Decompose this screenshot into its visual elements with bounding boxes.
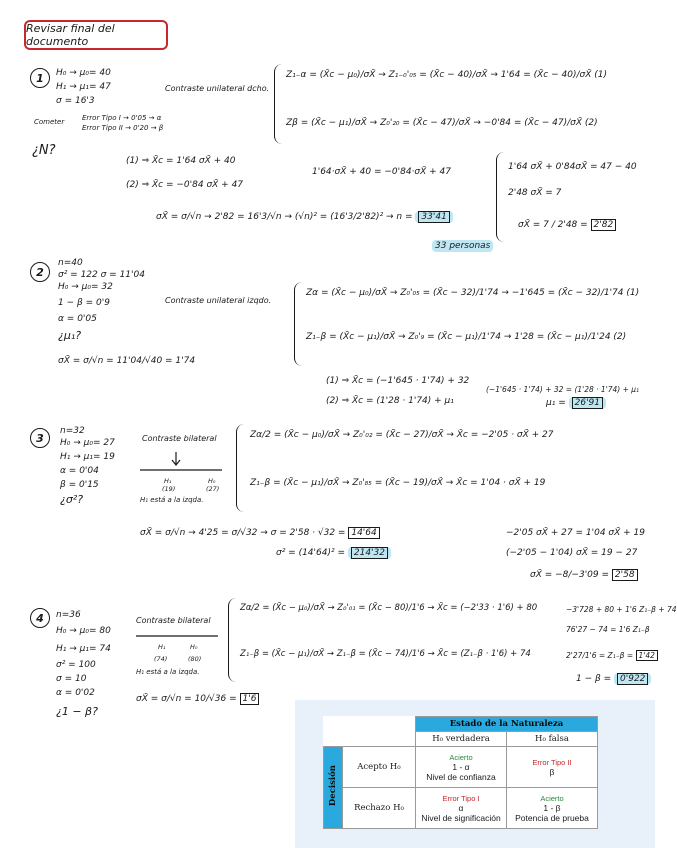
cell-tag-acierto-2: Acierto — [540, 793, 564, 803]
p2-given-h0: H₀ → μ₀= 32 — [58, 282, 113, 292]
cell-value-1-alpha: 1 - α — [452, 761, 470, 772]
problem-1-number: 1 — [30, 68, 50, 88]
problem-2-number: 2 — [30, 262, 50, 282]
p1-n-result: 33'41 — [418, 211, 449, 223]
p1-personas: 33 personas — [432, 240, 493, 252]
p3-var-result: 214'32 — [351, 547, 388, 559]
p3-step-5 — [276, 548, 391, 558]
p1-steps-brace — [496, 152, 505, 242]
table-side-decision-label: Decisión — [328, 765, 338, 807]
table-cell-accept-true — [416, 747, 507, 788]
p3-axis-h0: H₀ — [208, 477, 216, 485]
cell-desc-confidence: Nivel de confianza — [426, 771, 496, 782]
p4-contraste-type: Contraste bilateral — [136, 616, 211, 625]
table-corner-blank-2 — [324, 732, 416, 747]
table-side-decision — [324, 747, 343, 829]
p1-cometer-label: Cometer — [34, 118, 65, 126]
p1-step-5: 2'48 σX̄ = 7 — [508, 188, 562, 198]
p4-step-3 — [566, 652, 658, 661]
cell-tag-error-2: Error Tipo II — [532, 757, 572, 767]
p2-equation-2: Z₁₋β = (X̄c − μ₁)/σX̄ → Z₀'₉ = (X̄c − μ₁)/1'74 → 1'28 = (X̄c − μ₁)/1'24 (2) — [306, 332, 627, 342]
table-cell-reject-false — [507, 788, 598, 829]
p4-given-sigma: σ = 10 — [56, 674, 87, 684]
p2-brace — [294, 282, 303, 366]
p3-given-h1: H₁ → μ₁= 19 — [60, 452, 115, 462]
p2-given-alpha: α = 0'05 — [58, 314, 97, 324]
p3-given-h0: H₀ → μ₀= 27 — [60, 438, 115, 448]
p3-brace — [236, 424, 245, 512]
p4-given-variance: σ² = 100 — [56, 660, 96, 670]
p3-question: ¿σ²? — [60, 493, 84, 506]
table-corner-blank — [324, 717, 416, 732]
decision-table — [323, 716, 598, 829]
p4-given-h0: H₀ → μ₀= 80 — [56, 626, 111, 636]
p4-given-alpha: α = 0'02 — [56, 688, 95, 698]
p3-sigma-result: 14'64 — [348, 527, 379, 539]
p2-sigma-xbar: σX̄ = σ/√n = 11'04/√40 = 1'74 — [58, 356, 196, 366]
p4-step-4-text: 1 − β = — [576, 674, 612, 684]
p2-step-4-text: μ₁ = — [546, 398, 566, 408]
p1-n-highlight — [415, 211, 452, 223]
p2-given-variance: σ² = 122 σ = 11'04 — [58, 270, 145, 280]
table-header-nature: Estado de la Naturaleza — [416, 717, 598, 732]
p3-var-highlight — [348, 547, 391, 559]
p1-step-6-text: σX̄ = 7 / 2'48 = — [518, 220, 588, 230]
p4-axis-h0: H₀ — [190, 643, 198, 651]
p4-axis-diagram — [132, 630, 222, 644]
p2-question: ¿μ₁? — [58, 329, 82, 342]
p1-given-h0: H₀ → μ₀= 40 — [56, 68, 111, 78]
p3-equation-1: Zα/2 = (X̄c − μ₀)/σX̄ → Z₀'₀₂ = (X̄c − 27)/σX̄ → X̄c = −2'05 · σX̄ + 27 — [250, 430, 554, 440]
p1-equation-2: Zβ = (X̄c − μ₁)/σX̄ → Z₀'₂₀ = (X̄c − 47)/σX̄ → −0'84 = (X̄c − 47)/σX̄ (2) — [286, 118, 598, 128]
table-row-reject: Rechazo H₀ — [343, 788, 416, 829]
p2-step-3: (−1'645 · 1'74) + 32 = (1'28 · 1'74) + μ₁ — [486, 385, 640, 394]
p1-step-6 — [518, 220, 616, 230]
table-cell-accept-false — [507, 747, 598, 788]
p4-brace — [228, 598, 237, 682]
p4-step-4 — [576, 674, 651, 684]
cell-value-beta: β — [549, 766, 555, 777]
p3-h1-note: H₁ está a la izqda. — [140, 496, 204, 504]
p1-step-7 — [156, 212, 453, 222]
p3-step-3-text: σX̄ = −8/−3'09 = — [530, 570, 610, 580]
p2-contraste-type: Contraste unilateral izqdo. — [165, 296, 272, 305]
p2-step-2: (2) ⇒ X̄c = (1'28 · 1'74) + μ₁ — [326, 396, 454, 406]
p1-step-4: 1'64 σX̄ + 0'84σX̄ = 47 − 40 — [508, 162, 637, 172]
p1-question: ¿N? — [32, 143, 56, 158]
p2-mu-highlight — [569, 397, 606, 409]
decision-table-panel — [295, 700, 655, 848]
p3-sx-result: 2'58 — [612, 569, 638, 581]
cell-desc-power: Potencia de prueba — [515, 812, 589, 823]
p1-equation-1: Z₁₋α = (X̄c − μ₀)/σX̄ → Z₁₋₀'₀₅ = (X̄c − 40)/σX̄ → 1'64 = (X̄c − 40)/σX̄ (1) — [286, 70, 607, 80]
p1-contraste-type: Contraste unilateral dcho. — [165, 84, 270, 93]
p2-equation-1: Zα = (X̄c − μ₀)/σX̄ → Z₀'₀₅ = (X̄c − 32)/1'74 → −1'645 = (X̄c − 32)/1'74 (1) — [306, 288, 640, 298]
p1-error-type-2: Error Tipo II → 0'20 → β — [82, 124, 164, 132]
p4-axis-h1: H₁ — [158, 643, 166, 651]
p1-step-2: (2) ⇒ X̄c = −0'84 σX̄ + 47 — [126, 180, 244, 190]
p4-power-highlight — [614, 673, 651, 685]
p2-step-1: (1) ⇒ X̄c = (−1'645 · 1'74) + 32 — [326, 376, 470, 386]
p3-step-2: (−2'05 − 1'04) σX̄ = 19 − 27 — [506, 548, 638, 558]
p3-step-4 — [140, 528, 380, 538]
p4-step-2: 76'27 − 74 = 1'6 Z₁₋β — [566, 625, 650, 634]
table-cell-reject-true — [416, 788, 507, 829]
p3-contraste-type: Contraste bilateral — [142, 434, 217, 443]
cell-tag-acierto-1: Acierto — [449, 752, 473, 762]
cell-value-alpha: α — [458, 802, 464, 813]
cell-value-1-beta: 1 - β — [543, 802, 561, 813]
p3-given-alpha: α = 0'04 — [60, 466, 99, 476]
cell-desc-significance: Nivel de significación — [421, 812, 501, 823]
p3-step-1: −2'05 σX̄ + 27 = 1'04 σX̄ + 19 — [506, 528, 645, 538]
p2-given-n: n=40 — [58, 258, 83, 268]
p3-axis-diagram — [136, 450, 226, 480]
p3-equation-2: Z₁₋β = (X̄c − μ₁)/σX̄ → Z₀'₈₅ = (X̄c − 19)/σX̄ → X̄c = 1'04 · σX̄ + 19 — [250, 478, 546, 488]
p1-error-type-1: Error Tipo I → 0'05 → α — [82, 114, 162, 122]
p1-step-3: 1'64·σX̄ + 40 = −0'84·σX̄ + 47 — [312, 167, 451, 177]
p4-sigma-xbar — [136, 694, 259, 704]
p3-given-beta: β = 0'15 — [60, 480, 99, 490]
p1-given-sigma: σ = 16'3 — [56, 96, 95, 106]
page-title: Revisar final del documento — [24, 20, 168, 50]
p4-z-result: 1'42 — [636, 650, 658, 661]
p1-brace — [274, 64, 283, 144]
p3-axis-h1: H₁ — [164, 477, 172, 485]
p4-axis-mu1: (74) — [154, 655, 168, 663]
table-col-h0-true: H₀ verdadera — [416, 732, 507, 747]
p1-sigma-result: 2'82 — [591, 219, 617, 231]
p4-step-3-text: 2'27/1'6 = Z₁₋β = — [566, 651, 634, 660]
p4-axis-mu0: (80) — [188, 655, 202, 663]
p2-step-4 — [546, 398, 606, 408]
p4-h1-note: H₁ está a la izqda. — [136, 668, 200, 676]
p4-sx-result: 1'6 — [240, 693, 260, 705]
p3-given-n: n=32 — [60, 426, 85, 436]
p3-step-3 — [530, 570, 638, 580]
p4-equation-2: Z₁₋β = (X̄c − μ₁)/σX̄ → Z₁₋β = (X̄c − 74)/1'6 → X̄c = (Z₁₋β · 1'6) + 74 — [240, 649, 531, 659]
p1-step-1: (1) ⇒ X̄c = 1'64 σX̄ + 40 — [126, 156, 236, 166]
p4-sigma-xbar-text: σX̄ = σ/√n = 10/√36 = — [136, 694, 237, 704]
table-col-h0-false: H₀ falsa — [507, 732, 598, 747]
p3-step-5-text: σ² = (14'64)² = — [276, 548, 345, 558]
p4-equation-1: Zα/2 = (X̄c − μ₀)/σX̄ → Z₀'₀₁ = (X̄c − 80)/1'6 → X̄c = (−2'33 · 1'6) + 80 — [240, 603, 538, 613]
p4-given-n: n=36 — [56, 610, 81, 620]
p2-mu-result: 26'91 — [572, 397, 603, 409]
p3-axis-mu0: (27) — [206, 485, 220, 493]
p4-given-h1: H₁ → μ₁= 74 — [56, 644, 111, 654]
p1-given-h1: H₁ → μ₁= 47 — [56, 82, 111, 92]
problem-3-number: 3 — [30, 428, 50, 448]
p3-step-4-text: σX̄ = σ/√n → 4'25 = σ/√32 → σ = 2'58 · √32 = — [140, 528, 346, 538]
table-row-accept: Acepto H₀ — [343, 747, 416, 788]
p2-given-power: 1 − β = 0'9 — [58, 298, 110, 308]
cell-tag-error-1: Error Tipo I — [442, 793, 480, 803]
p1-step-7-text: σX̄ = σ/√n → 2'82 = 16'3/√n → (√n)² = (16'3/2'82)² → n = — [156, 212, 413, 222]
problem-4-number: 4 — [30, 608, 50, 628]
p3-axis-mu1: (19) — [162, 485, 176, 493]
p4-question: ¿1 − β? — [56, 705, 98, 718]
p4-power-result: 0'922 — [617, 673, 648, 685]
p4-step-1: −3'728 + 80 + 1'6 Z₁₋β + 74 — [566, 605, 677, 614]
